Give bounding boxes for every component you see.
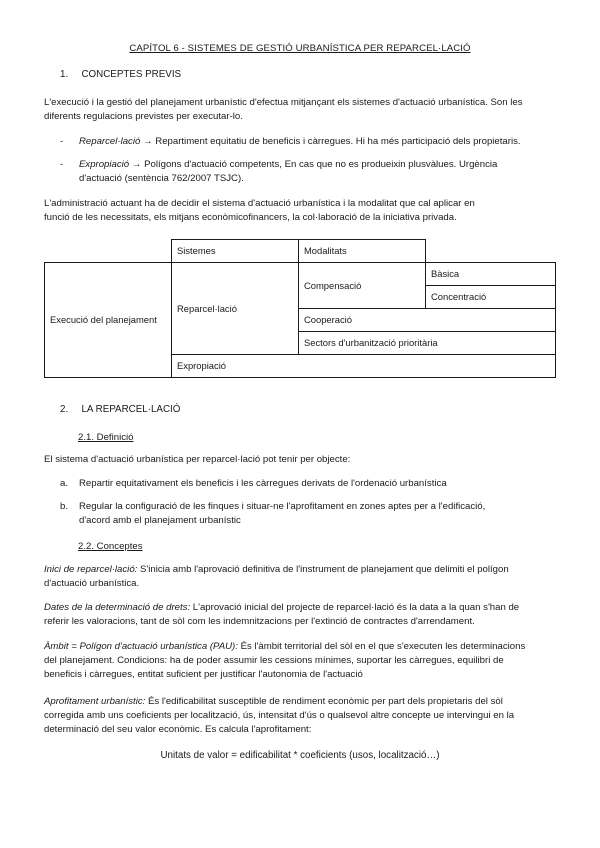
intro-line-2: diferents regulacions previstes per executar-lo. xyxy=(44,110,243,122)
bullet-term: Expropiació xyxy=(79,159,130,170)
objecte-text: Regular la configuració de les finques i situar-ne l'aprofitament en zones aptes per a l'edificació, xyxy=(79,501,486,512)
admin-line-2: funció de les necessitats, els mitjans econòmicofinancers, la col·laboració de la iniciativa privada. xyxy=(44,211,457,223)
objecte-text: Repartir equitativament els beneficis i les càrregues derivats de l'ordenació urbanística xyxy=(79,478,447,489)
bullet-dash: - xyxy=(60,159,64,170)
concept-text-cont: referir les valoracions, tant de sòl com les indemnitzacions per l'extinció de contractes d'arrendament. xyxy=(44,615,475,627)
concept-text-cont: beneficis i càrregues, entitat suficient per justificar l'autonomia de l'actuació xyxy=(44,668,363,680)
section-2-number: 2. xyxy=(60,404,69,415)
objecte-text-cont: d'acord amb el planejament urbanístic xyxy=(79,514,241,526)
concept-term: Aprofitament urbanístic: xyxy=(44,696,146,707)
objecte-a xyxy=(60,477,556,491)
concept-text: L'aprovació inicial del projecte de reparcel·lació és la data a la quan s'han de xyxy=(192,602,520,613)
admin-line-1: L'administració actuant ha de decidir el sistema d'actuació urbanística i la modalitat que cal aplicar en xyxy=(44,198,475,209)
header-sistemes: Sistemes xyxy=(172,240,299,263)
chapter-title: CAPÍTOL 6 - SISTEMES DE GESTIÓ URBANÍSTICA PER REPARCEL·LACIÓ xyxy=(129,43,471,54)
bullet-text: Repartiment equitatiu de beneficis i càrregues. Hi ha més participació dels propietaris. xyxy=(155,136,521,147)
bullet-expropiacio xyxy=(60,158,556,186)
section-2-heading xyxy=(60,403,180,417)
arrow-icon: → xyxy=(143,136,153,147)
concept-inici xyxy=(44,563,556,591)
bullet-text-cont: d'actuació (sentència 762/2007 TSJC). xyxy=(79,172,244,184)
cell-basica: Bàsica xyxy=(426,263,556,286)
concept-term: Dates de la determinació de drets: xyxy=(44,602,191,613)
formula: Unitats de valor = edificabilitat * coeficients (usos, localització…) xyxy=(160,750,440,761)
section-1-heading xyxy=(60,68,181,82)
concept-text-cont: d'actuació urbanística. xyxy=(44,577,140,589)
cell-compensacio: Compensació xyxy=(299,263,426,309)
arrow-icon: → xyxy=(131,159,142,170)
bullet-term: Reparcel·lació xyxy=(79,136,141,147)
concept-text-cont: corregida amb uns coeficients per localització, ús, intensitat d'ús o qualsevol altre concepte ue intervingui en la xyxy=(44,709,515,721)
definition-intro: El sistema d'actuació urbanística per reparcel·lació pot tenir per objecte: xyxy=(44,454,351,465)
concept-text: És l'edificabilitat susceptible de rendiment econòmic per part dels propietaris del sòl xyxy=(148,696,503,707)
systems-table xyxy=(44,239,556,378)
concept-text-cont: del planejament. Condicions: ha de poder assumir les cessions mínimes, suportar les càrregues, equilibri de xyxy=(44,654,504,666)
bullet-dash: - xyxy=(60,136,64,147)
cell-concentracio: Concentració xyxy=(426,286,556,309)
concept-text: És l'àmbit territorial del sòl en el que s'executen les determinacions xyxy=(240,641,526,652)
objecte-b xyxy=(60,500,556,528)
bullet-reparcelacio xyxy=(60,135,556,149)
cell-expropiacio: Expropiació xyxy=(172,355,556,378)
row-label-execucio: Execució del planejament xyxy=(45,263,172,378)
subheading-definicio: 2.1. Definició xyxy=(78,432,134,443)
concept-ambit xyxy=(44,640,556,682)
concept-term: Àmbit = Polígon d'actuació urbanística (PAU): xyxy=(44,641,238,652)
section-2-title: LA REPARCEL·LACIÓ xyxy=(81,404,181,415)
admin-paragraph xyxy=(44,197,556,225)
intro-line-1: L'execució i la gestió del planejament urbanístic d'efectua mitjançant els sistemes d'actuació urbanística. Son les xyxy=(44,97,523,108)
cell-sectors: Sectors d'urbanització prioritària xyxy=(299,332,556,355)
objecte-marker: b. xyxy=(60,501,69,512)
subheading-conceptes: 2.2. Conceptes xyxy=(78,541,143,552)
concept-dates xyxy=(44,601,556,629)
concept-term: Inici de reparcel·lació: xyxy=(44,564,138,575)
intro-paragraph xyxy=(44,96,556,124)
bullet-text: Polígons d'actuació competents, En cas que no es produeixin plusvàlues. Urgència xyxy=(144,159,498,170)
section-1-number: 1. xyxy=(60,69,69,80)
section-1-title: CONCEPTES PREVIS xyxy=(81,69,182,80)
concept-text: S'inicia amb l'aprovació definitiva de l'instrument de planejament que delimiti el polígon xyxy=(140,564,509,575)
concept-text-cont: determinació del seu valor econòmic. Es calcula l'aprofitament: xyxy=(44,723,312,735)
cell-cooperacio: Cooperació xyxy=(299,309,556,332)
concept-aprofitament xyxy=(44,695,556,737)
objecte-marker: a. xyxy=(60,478,69,489)
cell-reparcelacio: Reparcel·lació xyxy=(172,263,299,355)
header-modalitats: Modalitats xyxy=(299,240,426,263)
